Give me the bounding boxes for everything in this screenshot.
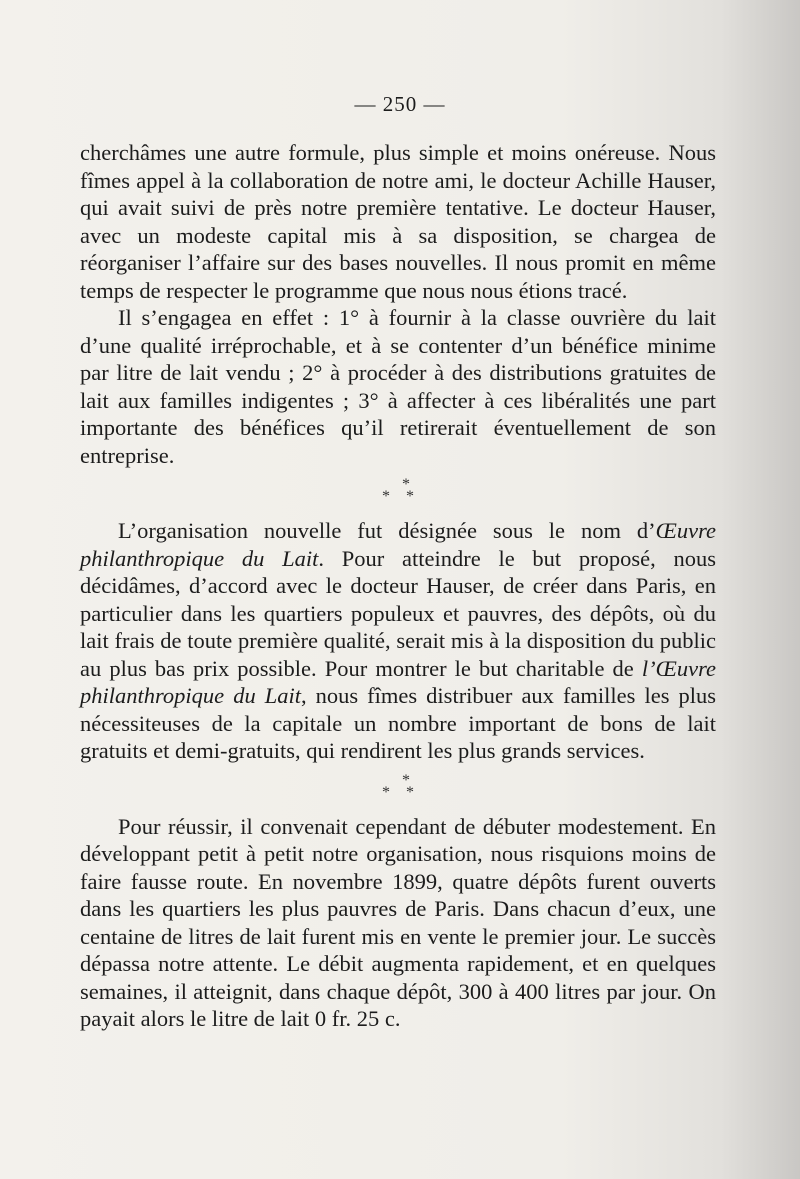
section-separator-1: [80, 476, 716, 505]
paragraph-3-text-c: , nous fîmes distribuer aux familles les plus nécessiteuses de la capitale un nombre important de bons de lait gratuits et demi-gratuits, qui rendirent les plus grands services.: [80, 683, 716, 763]
asterism-bottom: * *: [382, 783, 420, 801]
paragraph-2: Il s’engagea en effet : 1° à fournir à la classe ouvrière du lait d’une qualité irréprochable, et à se contenter d’un bénéfice minime par litre de lait vendu ; 2° à procéder à des distributions gratuites de lait aux familles indigentes ; 3° à affecter à ces libéralités une part importante des bénéfices qu’il retirerait éventuellement de son entreprise.: [80, 305, 716, 468]
body-text: [80, 139, 716, 1033]
paragraph-3-text-a: L’organisation nouvelle fut désignée sous le nom d’: [118, 518, 656, 543]
asterism-top: *: [402, 476, 410, 493]
asterism-top: *: [402, 771, 410, 789]
work-title-italic-2: l’Œuvre philanthropique du Lait: [80, 655, 716, 708]
paragraph-4: Pour réussir, il convenait cependant de débuter modestement. En développant petit à petit notre organisation, nous risquions moins de faire fausse route. En novembre 1899, quatre dépôts furent ouverts dans les quartiers les plus pauvres de Paris. Dans chacun d’eux, une centaine de litres de lait furent mis en vente le premier jour. Le succès dépassa notre attente. Le débit augmenta rapidement, et en quelques semaines, il atteignit, dans chaque dépôt, 300 à 400 litres par jour. On payait alors le litre de lait 0 fr. 25 c.: [80, 813, 716, 1031]
paragraph-1: cherchâmes une autre formule, plus simple et moins onéreuse. Nous fîmes appel à la collaboration de notre ami, le docteur Achille Hauser, qui avait suivi de près notre première tentative. Le docteur Hauser, avec un modeste capital mis à sa disposition, se chargea de réorganiser l’affaire sur des bases nouvelles. Il nous promit en même temps de respecter le programme que nous nous étions tracé.: [80, 140, 716, 303]
section-separator-2: [80, 771, 716, 801]
paragraph-3: [80, 517, 716, 765]
page-number: — 250 —: [354, 92, 446, 116]
work-title-italic-1: Œuvre philanthropique du Lait: [80, 518, 716, 571]
paragraph-3-text-b: . Pour atteindre le but proposé, nous décidâmes, d’accord avec le docteur Hauser, de créer dans Paris, en particulier dans les quartiers populeux et pauvres, des dépôts, où du lait frais de toute première qualité, serait mis à la disposition du public au plus bas prix possible. Pour montrer le but charitable de: [80, 545, 716, 681]
asterism-bottom: * *: [382, 488, 420, 505]
